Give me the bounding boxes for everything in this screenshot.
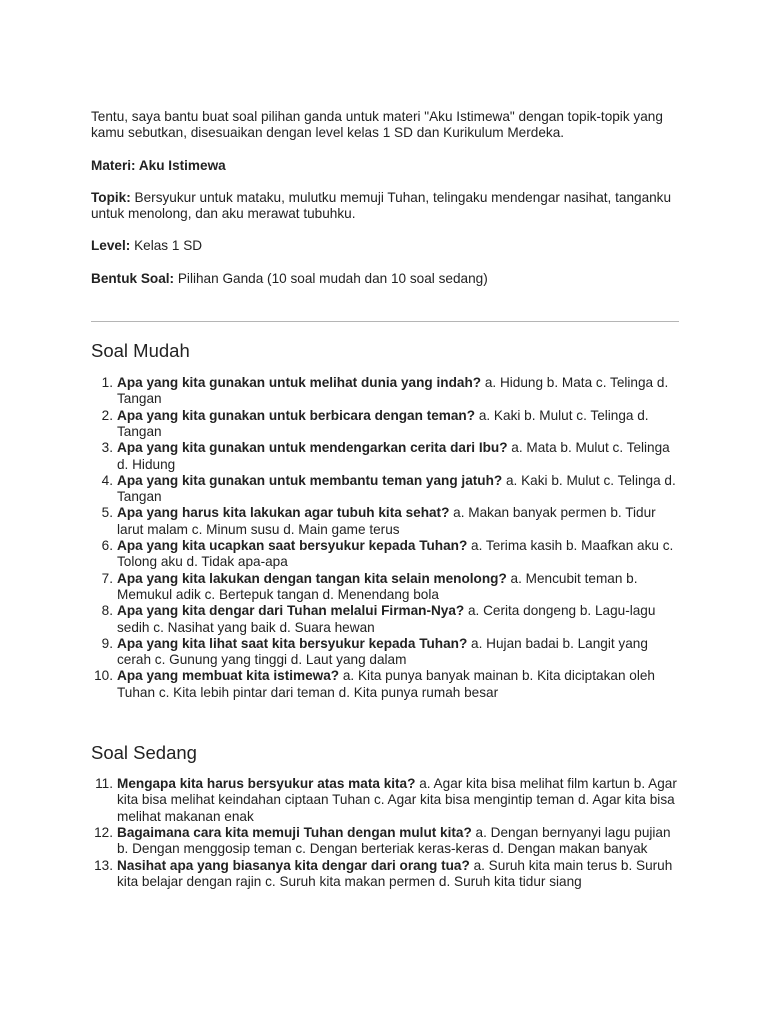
topik-label: Topik: bbox=[91, 189, 131, 205]
question-list-mudah bbox=[91, 375, 681, 701]
level-value: Kelas 1 SD bbox=[130, 238, 203, 254]
list-item bbox=[91, 538, 681, 571]
question-number: 5. bbox=[101, 505, 113, 521]
question-number: 12. bbox=[94, 824, 113, 840]
intro-paragraph: Tentu, saya bantu buat soal pilihan ganda untuk materi "Aku Istimewa" dengan topik-topik yang kamu sebutkan, disesuaikan dengan level kelas 1 SD dan Kurikulum Merdeka. bbox=[91, 109, 663, 141]
section-divider bbox=[91, 321, 679, 322]
list-item bbox=[91, 776, 681, 825]
question-number: 7. bbox=[101, 570, 113, 586]
section-title-sedang: Soal Sedang bbox=[91, 742, 197, 764]
bentuk-soal-label: Bentuk Soal: bbox=[91, 270, 175, 286]
question-number: 10. bbox=[94, 668, 113, 684]
question-text: Apa yang kita gunakan untuk berbicara dengan teman? bbox=[117, 407, 476, 423]
list-item bbox=[91, 858, 681, 891]
level-line bbox=[91, 238, 681, 254]
question-text: Apa yang membuat kita istimewa? bbox=[117, 668, 340, 684]
question-text: Apa yang kita gunakan untuk melihat dunia yang indah? bbox=[117, 375, 482, 391]
level-label: Level: bbox=[91, 238, 131, 254]
question-number: 1. bbox=[101, 375, 113, 391]
question-text: Apa yang kita lihat saat kita bersyukur kepada Tuhan? bbox=[117, 635, 468, 651]
answer-options: a. Kita punya banyak mainan b. Kita diciptakan oleh Tuhan c. Kita lebih pintar dari teman d. Kita punya rumah besar bbox=[117, 668, 655, 700]
list-item bbox=[91, 636, 681, 669]
question-text: Nasihat apa yang biasanya kita dengar dari orang tua? bbox=[117, 857, 470, 873]
answer-options: a. Agar kita bisa melihat film kartun b. Agar kita bisa melihat keindahan ciptaan Tuhan c. Agar kita bisa mengintip teman d. Agar kita bisa melihat makanan enak bbox=[117, 776, 677, 824]
answer-options: a. Hujan badai b. Langit yang cerah c. Gunung yang tinggi d. Laut yang dalam bbox=[117, 635, 648, 668]
question-text: Apa yang kita lakukan dengan tangan kita selain menolong? bbox=[117, 570, 507, 586]
list-item bbox=[91, 825, 681, 858]
question-text: Apa yang kita ucapkan saat bersyukur kepada Tuhan? bbox=[117, 538, 468, 554]
list-item bbox=[91, 603, 681, 636]
list-item bbox=[91, 408, 681, 441]
answer-options: a. Hidung b. Mata c. Telinga d. Tangan bbox=[117, 375, 669, 407]
question-text: Apa yang kita gunakan untuk mendengarkan cerita dari Ibu? bbox=[117, 440, 508, 456]
question-number: 9. bbox=[101, 635, 113, 651]
question-number: 4. bbox=[101, 472, 113, 488]
list-item bbox=[91, 473, 681, 506]
list-item bbox=[91, 440, 681, 473]
list-item bbox=[91, 505, 681, 538]
materi-label: Materi: Aku Istimewa bbox=[91, 157, 226, 173]
question-list-sedang bbox=[91, 776, 681, 890]
document-page bbox=[91, 109, 681, 890]
list-item bbox=[91, 375, 681, 408]
materi-line bbox=[91, 158, 681, 174]
bentuk-soal-value: Pilihan Ganda (10 soal mudah dan 10 soal sedang) bbox=[174, 270, 488, 286]
question-text: Apa yang harus kita lakukan agar tubuh kita sehat? bbox=[117, 505, 450, 521]
question-number: 11. bbox=[95, 776, 113, 792]
answer-options: a. Kaki b. Mulut c. Telinga d. Tangan bbox=[117, 472, 676, 505]
answer-options: a. Suruh kita main terus b. Suruh kita belajar dengan rajin c. Suruh kita makan permen d. Suruh kita tidur siang bbox=[117, 857, 673, 889]
answer-options: a. Mata b. Mulut c. Telinga d. Hidung bbox=[117, 440, 670, 472]
question-number: 8. bbox=[101, 603, 113, 619]
bentuk-soal-line bbox=[91, 271, 681, 287]
answer-options: a. Dengan bernyanyi lagu pujian b. Dengan menggosip teman c. Dengan berteriak keras-keras d. Dengan makan banyak bbox=[117, 824, 671, 857]
answer-options: a. Mencubit teman b. Memukul adik c. Bertepuk tangan d. Menendang bola bbox=[117, 570, 638, 602]
question-number: 2. bbox=[101, 407, 113, 423]
question-number: 6. bbox=[101, 538, 113, 554]
question-text: Apa yang kita dengar dari Tuhan melalui Firman-Nya? bbox=[117, 603, 465, 619]
list-item bbox=[91, 571, 681, 604]
question-number: 13. bbox=[94, 857, 113, 873]
answer-options: a. Makan banyak permen b. Tidur larut malam c. Minum susu d. Main game terus bbox=[117, 505, 656, 537]
question-text: Apa yang kita gunakan untuk membantu teman yang jatuh? bbox=[117, 472, 503, 488]
answer-options: a. Terima kasih b. Maafkan aku c. Tolong aku d. Tidak apa-apa bbox=[117, 538, 674, 570]
section-title-mudah: Soal Mudah bbox=[91, 340, 190, 362]
topik-value: Bersyukur untuk mataku, mulutku memuji Tuhan, telingaku mendengar nasihat, tanganku untuk menolong, dan aku merawat tubuhku. bbox=[91, 189, 672, 222]
answer-options: a. Kaki b. Mulut c. Telinga d. Tangan bbox=[117, 407, 649, 439]
question-text: Mengapa kita harus bersyukur atas mata kita? bbox=[117, 776, 416, 792]
list-item bbox=[91, 668, 681, 701]
topik-line bbox=[91, 190, 681, 223]
question-text: Bagaimana cara kita memuji Tuhan dengan mulut kita? bbox=[117, 824, 472, 840]
question-number: 3. bbox=[101, 440, 113, 456]
answer-options: a. Cerita dongeng b. Lagu-lagu sedih c. Nasihat yang baik d. Suara hewan bbox=[117, 603, 656, 635]
